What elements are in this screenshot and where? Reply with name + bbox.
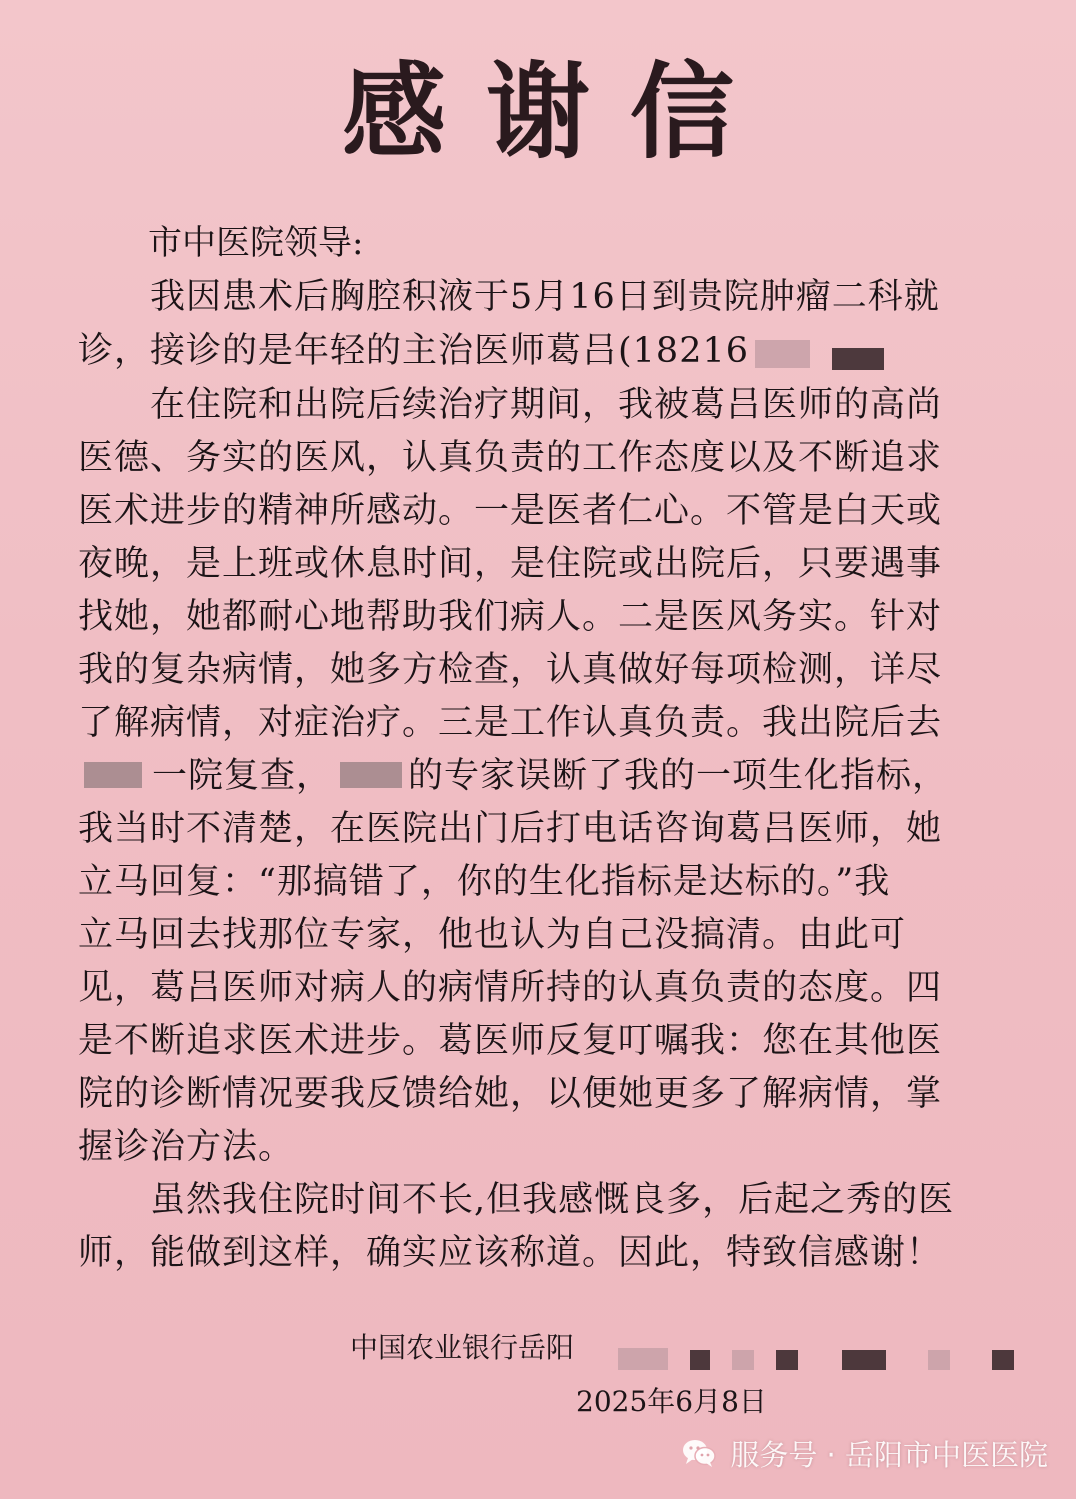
watermark-text: 服务号 · 岳阳市中医医院 bbox=[730, 1437, 1048, 1472]
body-line: 立马回复：“那搞错了，你的生化指标是达标的。”我 bbox=[78, 862, 891, 902]
body-line: 我当时不清楚，在医院出门后打电话咨询葛吕医师，她 bbox=[78, 809, 943, 849]
body-line: 的专家误断了我的一项生化指标， bbox=[408, 756, 949, 796]
salutation: 市中医院领导: bbox=[148, 223, 364, 263]
body-line: 在住院和出院后续治疗期间，我被葛吕医师的高尚 bbox=[150, 385, 943, 425]
watermark bbox=[682, 1433, 1048, 1473]
body-line: 我的复杂病情，她多方检查，认真做好每项检测，详尽 bbox=[78, 650, 943, 690]
redaction-mask bbox=[928, 1350, 950, 1370]
body-line: 师，能做到这样，确实应该称道。因此，特致信感谢！ bbox=[78, 1233, 943, 1273]
body-line: 诊，接诊的是年轻的主治医师葛吕(18216 bbox=[78, 331, 749, 371]
body-line: 医术进步的精神所感动。一是医者仁心。不管是白天或 bbox=[78, 491, 943, 531]
body-line: 找她，她都耐心地帮助我们病人。二是医风务实。针对 bbox=[78, 597, 943, 637]
redaction-mask bbox=[732, 1350, 754, 1370]
body-line: 我因患术后胸腔积液于5月16日到贵院肿瘤二科就 bbox=[150, 277, 940, 317]
body-line: 医德、务实的医风，认真负责的工作态度以及不断追求 bbox=[78, 438, 943, 478]
redaction-mask bbox=[842, 1350, 886, 1370]
redaction-mask bbox=[340, 762, 402, 788]
body-line: 握诊治方法。 bbox=[78, 1127, 295, 1167]
signer: 中国农业银行岳阳 bbox=[350, 1331, 575, 1364]
wechat-icon bbox=[682, 1438, 716, 1468]
redaction-mask bbox=[690, 1350, 710, 1370]
letter-title: 感谢信 bbox=[341, 51, 774, 173]
body-line: 夜晚，是上班或休息时间，是住院或出院后，只要遇事 bbox=[78, 544, 943, 584]
body-line: 虽然我住院时间不长,但我感慨良多，后起之秀的医 bbox=[150, 1180, 955, 1220]
body-line: 一院复查， bbox=[152, 756, 333, 796]
redaction-mask bbox=[776, 1350, 798, 1370]
body-line: 了解病情，对症治疗。三是工作认真负责。我出院后去 bbox=[78, 703, 943, 743]
redaction-mask bbox=[84, 762, 142, 788]
body-line: 院的诊断情况要我反馈给她，以便她更多了解病情，掌 bbox=[78, 1074, 943, 1114]
body-line: 立马回去找那位专家，他也认为自己没搞清。由此可 bbox=[78, 915, 907, 955]
body-line: 是不断追求医术进步。葛医师反复叮嘱我：您在其他医 bbox=[78, 1021, 943, 1061]
letter-date: 2025年6月8日 bbox=[576, 1385, 767, 1418]
redaction-mask bbox=[755, 340, 810, 368]
redaction-mask bbox=[618, 1348, 668, 1370]
redaction-mask bbox=[992, 1350, 1014, 1370]
body-line: 见，葛吕医师对病人的病情所持的认真负责的态度。四 bbox=[78, 968, 943, 1008]
redaction-mask bbox=[832, 348, 884, 370]
